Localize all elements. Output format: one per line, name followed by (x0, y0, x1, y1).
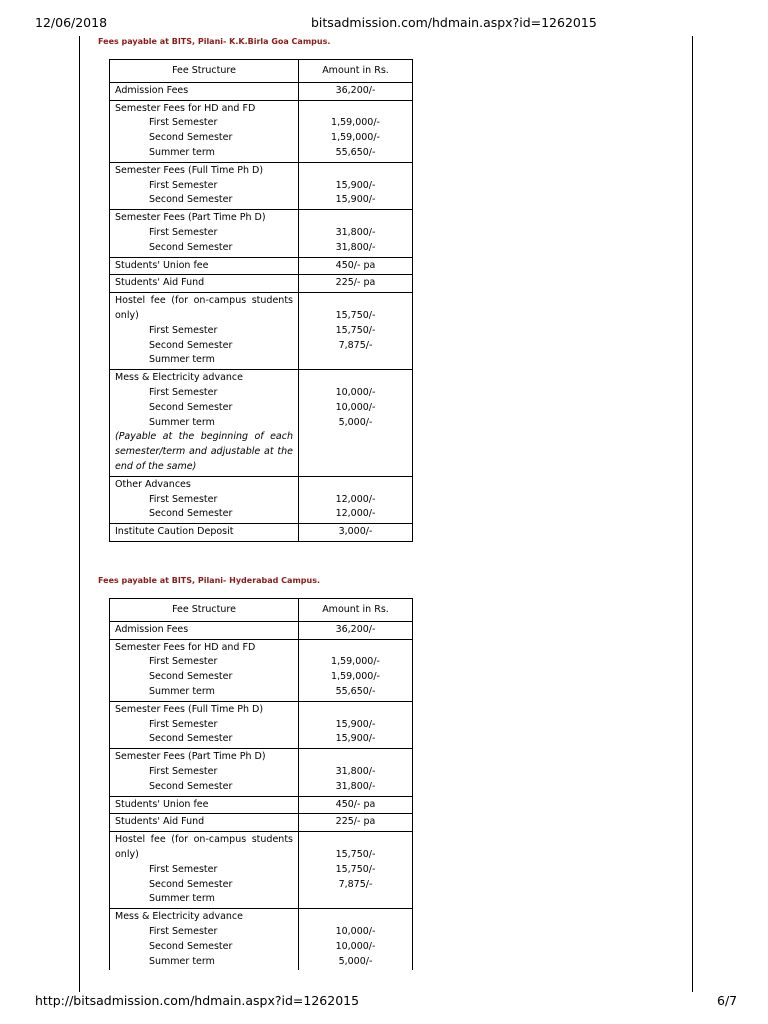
goa-campus-title: Fees payable at BITS, Pilani- K.K.Birla Goa Campus. (98, 37, 331, 46)
print-url-header: bitsadmission.com/hdmain.aspx?id=1262015 (311, 15, 597, 30)
fee-item-cell (110, 796, 299, 814)
fee-amount: 1,59,000/- (331, 132, 380, 144)
fee-subitem-label: First Semester (149, 179, 218, 191)
fee-item-cell (110, 257, 299, 275)
col-header-fee-structure: Fee Structure (110, 599, 299, 622)
fee-amount: 15,750/- (335, 324, 376, 336)
fee-item-label: Students' Aid Fund (115, 816, 205, 828)
fee-subitem-label: Summer term (149, 416, 215, 428)
fee-item-label: Admission Fees (115, 623, 189, 635)
fee-amount: 10,000/- (335, 401, 376, 413)
fee-subitem-label: Summer term (149, 685, 215, 697)
fee-amount: 1,59,000/- (331, 117, 380, 129)
fee-amount: 10,000/- (335, 925, 376, 937)
amount-cell (299, 796, 413, 814)
amount-cell (299, 82, 413, 100)
table-row (110, 909, 413, 971)
fee-amount (304, 211, 407, 226)
fee-amount: 5,000/- (338, 955, 373, 967)
fee-subitem-label: First Semester (149, 925, 218, 937)
table-row (110, 524, 413, 542)
fee-item-cell (110, 162, 299, 209)
fee-item-cell (110, 749, 299, 796)
fee-amount: 12,000/- (335, 508, 376, 520)
fee-item-cell (110, 524, 299, 542)
table-row (110, 257, 413, 275)
fee-subitem-label: Second Semester (149, 508, 233, 520)
table-row (110, 621, 413, 639)
amount-cell (299, 814, 413, 832)
fee-item-cell (110, 293, 299, 370)
amount-cell (299, 370, 413, 477)
fee-amount: 10,000/- (335, 940, 376, 952)
amount-cell (299, 210, 413, 257)
fee-subitem-label: First Semester (149, 863, 218, 875)
fee-amount (304, 910, 407, 925)
fee-amount (304, 102, 407, 117)
amount-cell (299, 275, 413, 293)
col-header-amount: Amount in Rs. (299, 60, 413, 83)
fee-item-cell (110, 832, 299, 909)
fee-item-cell (110, 621, 299, 639)
fee-amount: 15,900/- (335, 733, 376, 745)
amount-cell (299, 257, 413, 275)
hyderabad-campus-title: Fees payable at BITS, Pilani- Hyderabad Campus. (98, 576, 320, 585)
fee-item-cell (110, 701, 299, 748)
fee-item-label: Semester Fees for HD and FD (115, 102, 256, 114)
fee-amount: 7,875/- (338, 339, 373, 351)
table-header-row (110, 60, 413, 83)
fee-amount: 10,000/- (335, 386, 376, 398)
fee-subitem-label: First Semester (149, 117, 218, 129)
col-header-fee-structure: Fee Structure (110, 60, 299, 83)
page-cut-mask (109, 970, 415, 992)
fee-subitem-label: Second Semester (149, 940, 233, 952)
fee-amount: 15,900/- (335, 194, 376, 206)
fee-amount: 15,900/- (335, 718, 376, 730)
fee-subitem-label: Second Semester (149, 878, 233, 890)
amount-cell (299, 100, 413, 162)
fee-subitem-label: First Semester (149, 718, 218, 730)
fee-item-cell (110, 909, 299, 971)
fee-item-label: Admission Fees (115, 84, 189, 96)
fee-amount (304, 750, 407, 765)
table-row (110, 100, 413, 162)
fee-item-label: Mess & Electricity advance (115, 911, 243, 923)
fee-subitem-label: First Semester (149, 656, 218, 668)
table-row (110, 370, 413, 477)
right-border-line (692, 36, 693, 992)
fee-item-label: Semester Fees (Part Time Ph D) (115, 212, 266, 224)
amount-cell (299, 621, 413, 639)
fee-amount: 7,875/- (338, 878, 373, 890)
fee-amount (304, 294, 407, 309)
amount-cell (299, 701, 413, 748)
fee-amount: 450/- pa (335, 798, 376, 810)
table-row (110, 701, 413, 748)
fee-item-label: Semester Fees for HD and FD (115, 641, 256, 653)
hyderabad-fee-table (109, 598, 413, 971)
fee-subitem-label: Second Semester (149, 194, 233, 206)
fee-amount: 15,750/- (335, 863, 376, 875)
table-row (110, 293, 413, 370)
fee-note: (Payable at the beginning of each semester/term and adjustable at the end of the same) (115, 431, 293, 472)
fee-item-cell (110, 639, 299, 701)
print-date: 12/06/2018 (35, 15, 108, 30)
fee-item-label: Students' Aid Fund (115, 277, 205, 289)
amount-cell (299, 909, 413, 971)
left-border-line (79, 36, 80, 992)
fee-amount: 31,800/- (335, 780, 376, 792)
fee-subitem-label: Second Semester (149, 132, 233, 144)
page-number: 6/7 (717, 993, 738, 1008)
fee-item-label: Other Advances (115, 478, 191, 490)
table-row (110, 832, 413, 909)
fee-subitem-label: First Semester (149, 386, 218, 398)
fee-amount (304, 478, 407, 493)
amount-cell (299, 639, 413, 701)
col-header-amount: Amount in Rs. (299, 599, 413, 622)
amount-cell (299, 832, 413, 909)
fee-amount (304, 833, 407, 848)
fee-item-label: Students' Union fee (115, 798, 209, 810)
fee-item-cell (110, 100, 299, 162)
fee-subitem-label: Second Semester (149, 401, 233, 413)
goa-fee-table (109, 59, 413, 542)
amount-cell (299, 293, 413, 370)
fee-subitem-label: Second Semester (149, 733, 233, 745)
fee-subitem-label: First Semester (149, 226, 218, 238)
amount-cell (299, 476, 413, 523)
fee-item-cell (110, 82, 299, 100)
fee-amount: 36,200/- (335, 623, 376, 635)
fee-subitem-label: Summer term (149, 955, 215, 967)
table-row (110, 476, 413, 523)
table-row (110, 796, 413, 814)
fee-item-label: Institute Caution Deposit (115, 526, 234, 538)
amount-cell (299, 524, 413, 542)
fee-amount: 225/- pa (335, 816, 376, 828)
fee-item-label: Semester Fees (Full Time Ph D) (115, 703, 264, 715)
fee-amount (304, 641, 407, 656)
fee-item-cell (110, 814, 299, 832)
fee-item-cell (110, 275, 299, 293)
fee-amount: 55,650/- (335, 146, 376, 158)
fee-item-label: Hostel fee (for on-campus students only) (115, 295, 293, 321)
fee-item-cell (110, 370, 299, 477)
fee-subitem-label: Summer term (149, 893, 215, 905)
fee-amount: 55,650/- (335, 685, 376, 697)
fee-item-label: Students' Union fee (115, 259, 209, 271)
fee-amount: 450/- pa (335, 259, 376, 271)
table-row (110, 162, 413, 209)
table-row (110, 210, 413, 257)
fee-subitem-label: Second Semester (149, 671, 233, 683)
fee-subitem-label: First Semester (149, 765, 218, 777)
fee-subitem-label: First Semester (149, 324, 218, 336)
table-header-row (110, 599, 413, 622)
fee-amount: 12,000/- (335, 493, 376, 505)
fee-item-cell (110, 210, 299, 257)
table-row (110, 749, 413, 796)
fee-amount: 15,750/- (335, 848, 376, 860)
fee-amount: 15,900/- (335, 179, 376, 191)
fee-amount: 31,800/- (335, 226, 376, 238)
table-row (110, 639, 413, 701)
fee-amount (304, 703, 407, 718)
fee-amount: 31,800/- (335, 241, 376, 253)
fee-amount: 3,000/- (338, 526, 373, 538)
fee-subitem-label: Second Semester (149, 780, 233, 792)
fee-item-cell (110, 476, 299, 523)
fee-amount (304, 371, 407, 386)
amount-cell (299, 749, 413, 796)
fee-amount: 15,750/- (335, 309, 376, 321)
table-row (110, 275, 413, 293)
fee-item-label: Semester Fees (Full Time Ph D) (115, 164, 264, 176)
fee-amount: 1,59,000/- (331, 656, 380, 668)
print-url-footer: http://bitsadmission.com/hdmain.aspx?id=1262015 (35, 993, 360, 1008)
table-row (110, 814, 413, 832)
fee-amount: 36,200/- (335, 84, 376, 96)
fee-amount: 1,59,000/- (331, 671, 380, 683)
amount-cell (299, 162, 413, 209)
fee-item-label: Semester Fees (Part Time Ph D) (115, 751, 266, 763)
fee-amount: 5,000/- (338, 416, 373, 428)
fee-amount (304, 164, 407, 179)
fee-item-label: Hostel fee (for on-campus students only) (115, 834, 293, 860)
fee-amount: 225/- pa (335, 277, 376, 289)
fee-subitem-label: Summer term (149, 354, 215, 366)
fee-subitem-label: First Semester (149, 493, 218, 505)
fee-subitem-label: Second Semester (149, 339, 233, 351)
fee-subitem-label: Second Semester (149, 241, 233, 253)
fee-item-label: Mess & Electricity advance (115, 372, 243, 384)
fee-amount: 31,800/- (335, 765, 376, 777)
fee-subitem-label: Summer term (149, 146, 215, 158)
table-row (110, 82, 413, 100)
